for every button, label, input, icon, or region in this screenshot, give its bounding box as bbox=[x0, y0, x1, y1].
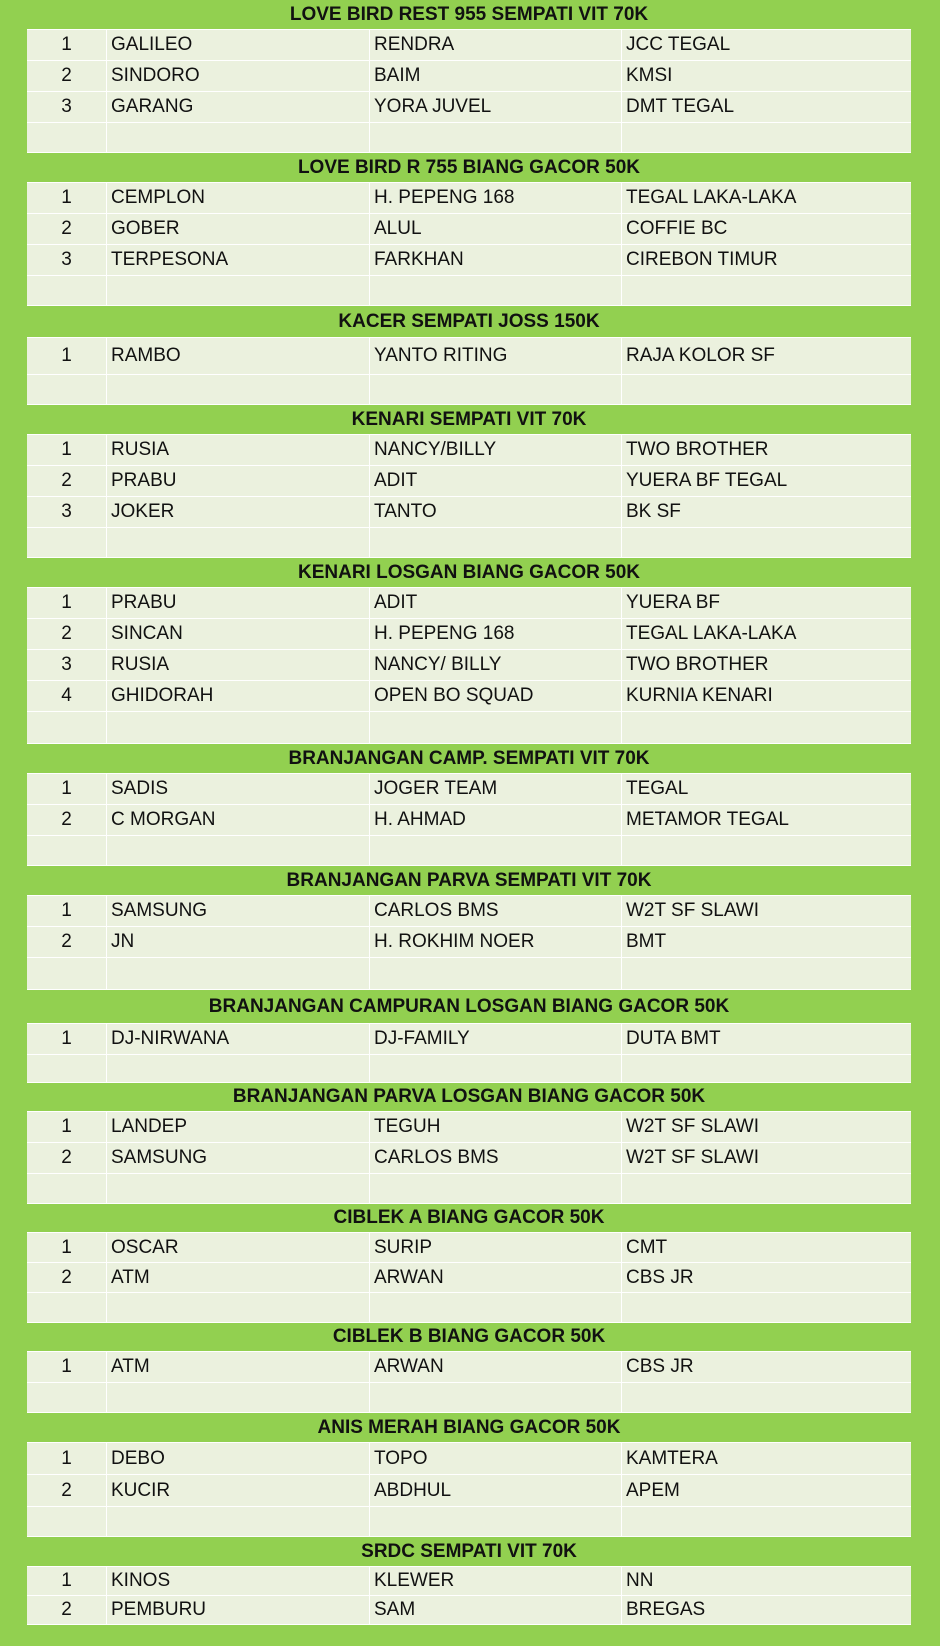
owner-cell: H. PEPENG 168 bbox=[370, 183, 622, 213]
rank-cell: 2 bbox=[27, 927, 107, 957]
table-row bbox=[27, 30, 911, 61]
table-row bbox=[27, 927, 911, 958]
table-row bbox=[27, 1352, 911, 1383]
table-row bbox=[27, 1443, 911, 1475]
owner-cell: TANTO bbox=[370, 497, 622, 527]
owner-cell: ABDHUL bbox=[370, 1475, 622, 1506]
table-row bbox=[27, 1567, 911, 1596]
rank-cell: 1 bbox=[27, 588, 107, 618]
empty-cell bbox=[622, 1174, 911, 1203]
table-row bbox=[27, 1596, 911, 1625]
bird-name-cell: SINCAN bbox=[107, 619, 370, 649]
spacer-row bbox=[27, 1293, 911, 1323]
owner-cell: JOGER TEAM bbox=[370, 774, 622, 804]
section-title: KENARI LOSGAN BIANG GACOR 50K bbox=[27, 558, 911, 588]
spacer-row bbox=[27, 958, 911, 990]
owner-cell: ARWAN bbox=[370, 1263, 622, 1292]
team-cell: YUERA BF bbox=[626, 592, 720, 613]
empty-cell bbox=[107, 836, 370, 865]
empty-cell bbox=[622, 276, 911, 305]
team-cell: KAMTERA bbox=[626, 1447, 718, 1469]
bird-name-cell: CEMPLON bbox=[107, 183, 370, 213]
team-cell: CBS JR bbox=[626, 1356, 694, 1377]
team-cell: APEM bbox=[626, 1479, 680, 1501]
owner-cell: RENDRA bbox=[370, 30, 622, 60]
empty-cell bbox=[370, 123, 622, 152]
team-cell: KMSI bbox=[626, 65, 673, 86]
rank-cell: 1 bbox=[27, 774, 107, 804]
spacer-row bbox=[27, 712, 911, 744]
bird-name-cell: C MORGAN bbox=[107, 805, 370, 835]
section-title: CIBLEK A BIANG GACOR 50K bbox=[27, 1204, 911, 1233]
bird-name-cell: DJ-NIRWANA bbox=[107, 1024, 370, 1054]
team-cell: KURNIA KENARI bbox=[626, 685, 773, 706]
owner-cell: ADIT bbox=[370, 466, 622, 496]
team-cell: JCC TEGAL bbox=[626, 34, 731, 55]
table-row bbox=[27, 497, 911, 528]
bird-name-cell: RAMBO bbox=[107, 338, 370, 374]
table-row bbox=[27, 650, 911, 681]
bird-name-cell: PRABU bbox=[107, 466, 370, 496]
team-cell: W2T SF SLAWI bbox=[626, 1147, 760, 1168]
owner-cell: TOPO bbox=[370, 1443, 622, 1474]
team-cell: RAJA KOLOR SF bbox=[626, 345, 775, 366]
rank-cell: 3 bbox=[27, 650, 107, 680]
table-row bbox=[27, 245, 911, 276]
empty-cell bbox=[370, 1507, 622, 1536]
empty-cell bbox=[370, 1383, 622, 1412]
spacer-row bbox=[27, 276, 911, 306]
table-row bbox=[27, 183, 911, 214]
section-title: BRANJANGAN PARVA LOSGAN BIANG GACOR 50K bbox=[27, 1083, 911, 1112]
rank-cell: 2 bbox=[27, 1596, 107, 1624]
empty-cell bbox=[27, 123, 107, 152]
owner-cell: YANTO RITING bbox=[370, 338, 622, 374]
owner-cell: H. ROKHIM NOER bbox=[370, 927, 622, 957]
table-row bbox=[27, 1263, 911, 1293]
rank-cell: 1 bbox=[27, 1443, 107, 1474]
rank-cell: 4 bbox=[27, 681, 107, 711]
rank-cell: 2 bbox=[27, 1475, 107, 1506]
rank-cell: 2 bbox=[27, 619, 107, 649]
team-cell: CBS JR bbox=[626, 1266, 694, 1288]
empty-cell bbox=[622, 712, 911, 743]
section-title: BRANJANGAN PARVA SEMPATI VIT 70K bbox=[27, 866, 911, 896]
rank-cell: 1 bbox=[27, 1233, 107, 1262]
bird-name-cell: SAMSUNG bbox=[107, 1143, 370, 1173]
table-row bbox=[27, 774, 911, 805]
empty-cell bbox=[370, 1055, 622, 1082]
team-cell: DMT TEGAL bbox=[626, 96, 735, 117]
team-cell: BMT bbox=[626, 931, 667, 952]
owner-cell: YORA JUVEL bbox=[370, 92, 622, 122]
team-cell: BK SF bbox=[626, 501, 681, 522]
team-cell: W2T SF SLAWI bbox=[626, 1116, 760, 1137]
bird-name-cell: LANDEP bbox=[107, 1112, 370, 1142]
owner-cell: DJ-FAMILY bbox=[370, 1024, 622, 1054]
team-cell: TEGAL LAKA-LAKA bbox=[626, 187, 797, 208]
empty-cell bbox=[27, 375, 107, 404]
section-title: SRDC SEMPATI VIT 70K bbox=[27, 1537, 911, 1567]
empty-cell bbox=[27, 836, 107, 865]
empty-cell bbox=[622, 836, 911, 865]
team-cell: W2T SF SLAWI bbox=[626, 900, 760, 921]
rank-cell: 1 bbox=[27, 896, 107, 926]
rank-cell: 1 bbox=[27, 1024, 107, 1054]
empty-cell bbox=[370, 712, 622, 743]
owner-cell: SAM bbox=[370, 1596, 622, 1624]
bird-name-cell: ATM bbox=[107, 1352, 370, 1382]
team-cell: BREGAS bbox=[626, 1599, 706, 1620]
empty-cell bbox=[107, 712, 370, 743]
table-row bbox=[27, 338, 911, 375]
owner-cell: NANCY/BILLY bbox=[370, 435, 622, 465]
rank-cell: 2 bbox=[27, 214, 107, 244]
section-title: BRANJANGAN CAMPURAN LOSGAN BIANG GACOR 50K bbox=[27, 990, 911, 1024]
spacer-row bbox=[27, 1055, 911, 1083]
empty-cell bbox=[370, 836, 622, 865]
empty-cell bbox=[107, 1293, 370, 1322]
owner-cell: H. PEPENG 168 bbox=[370, 619, 622, 649]
bird-name-cell: GALILEO bbox=[107, 30, 370, 60]
owner-cell: ALUL bbox=[370, 214, 622, 244]
empty-cell bbox=[622, 958, 911, 989]
bird-name-cell: KUCIR bbox=[107, 1475, 370, 1506]
empty-cell bbox=[370, 528, 622, 557]
empty-cell bbox=[27, 1055, 107, 1082]
rank-cell: 2 bbox=[27, 1143, 107, 1173]
table-row bbox=[27, 214, 911, 245]
empty-cell bbox=[107, 958, 370, 989]
bird-name-cell: JN bbox=[107, 927, 370, 957]
empty-cell bbox=[622, 123, 911, 152]
rank-cell: 1 bbox=[27, 435, 107, 465]
bird-name-cell: GOBER bbox=[107, 214, 370, 244]
bird-name-cell: DEBO bbox=[107, 1443, 370, 1474]
bird-name-cell: SAMSUNG bbox=[107, 896, 370, 926]
bird-name-cell: OSCAR bbox=[107, 1233, 370, 1262]
rank-cell: 1 bbox=[27, 1567, 107, 1595]
empty-cell bbox=[107, 123, 370, 152]
owner-cell: OPEN BO SQUAD bbox=[370, 681, 622, 711]
spacer-row bbox=[27, 1383, 911, 1413]
empty-cell bbox=[370, 375, 622, 404]
empty-cell bbox=[622, 528, 911, 557]
spacer-row bbox=[27, 1174, 911, 1204]
team-cell: CIREBON TIMUR bbox=[626, 249, 778, 270]
rank-cell: 1 bbox=[27, 338, 107, 374]
empty-cell bbox=[27, 1507, 107, 1536]
owner-cell: KLEWER bbox=[370, 1567, 622, 1595]
empty-cell bbox=[107, 276, 370, 305]
spacer-row bbox=[27, 836, 911, 866]
owner-cell: ARWAN bbox=[370, 1352, 622, 1382]
rank-cell: 2 bbox=[27, 805, 107, 835]
section-title: LOVE BIRD R 755 BIANG GACOR 50K bbox=[27, 153, 911, 183]
empty-cell bbox=[107, 1055, 370, 1082]
section-title: KACER SEMPATI JOSS 150K bbox=[27, 306, 911, 338]
table-row bbox=[27, 1143, 911, 1174]
rank-cell: 1 bbox=[27, 1352, 107, 1382]
results-table bbox=[27, 0, 911, 1625]
team-cell: METAMOR TEGAL bbox=[626, 809, 789, 830]
team-cell: YUERA BF TEGAL bbox=[626, 470, 788, 491]
owner-cell: CARLOS BMS bbox=[370, 896, 622, 926]
spacer-row bbox=[27, 1507, 911, 1537]
team-cell: TEGAL LAKA-LAKA bbox=[626, 623, 797, 644]
owner-cell: BAIM bbox=[370, 61, 622, 91]
rank-cell: 3 bbox=[27, 245, 107, 275]
table-row bbox=[27, 588, 911, 619]
team-cell: TWO BROTHER bbox=[626, 439, 769, 460]
rank-cell: 3 bbox=[27, 92, 107, 122]
section-title: KENARI SEMPATI VIT 70K bbox=[27, 405, 911, 435]
section-title: ANIS MERAH BIANG GACOR 50K bbox=[27, 1413, 911, 1443]
rank-cell: 1 bbox=[27, 1112, 107, 1142]
table-row bbox=[27, 681, 911, 712]
table-row bbox=[27, 92, 911, 123]
team-cell: TEGAL bbox=[626, 778, 689, 799]
team-cell: CMT bbox=[626, 1236, 668, 1258]
bird-name-cell: PRABU bbox=[107, 588, 370, 618]
table-row bbox=[27, 805, 911, 836]
owner-cell: SURIP bbox=[370, 1233, 622, 1262]
table-row bbox=[27, 1233, 911, 1263]
bird-name-cell: JOKER bbox=[107, 497, 370, 527]
bird-name-cell: KINOS bbox=[107, 1567, 370, 1595]
rank-cell: 1 bbox=[27, 30, 107, 60]
rank-cell: 2 bbox=[27, 466, 107, 496]
bird-name-cell: PEMBURU bbox=[107, 1596, 370, 1624]
team-cell: COFFIE BC bbox=[626, 218, 728, 239]
section-title: CIBLEK B BIANG GACOR 50K bbox=[27, 1323, 911, 1352]
bird-name-cell: GHIDORAH bbox=[107, 681, 370, 711]
bird-name-cell: RUSIA bbox=[107, 650, 370, 680]
bird-name-cell: SINDORO bbox=[107, 61, 370, 91]
empty-cell bbox=[622, 375, 911, 404]
owner-cell: TEGUH bbox=[370, 1112, 622, 1142]
table-row bbox=[27, 896, 911, 927]
bird-name-cell: SADIS bbox=[107, 774, 370, 804]
empty-cell bbox=[107, 1507, 370, 1536]
table-row bbox=[27, 619, 911, 650]
owner-cell: ADIT bbox=[370, 588, 622, 618]
empty-cell bbox=[622, 1507, 911, 1536]
owner-cell: NANCY/ BILLY bbox=[370, 650, 622, 680]
empty-cell bbox=[107, 1174, 370, 1203]
rank-cell: 2 bbox=[27, 1263, 107, 1292]
empty-cell bbox=[107, 528, 370, 557]
table-row bbox=[27, 466, 911, 497]
table-row bbox=[27, 61, 911, 92]
team-cell: TWO BROTHER bbox=[626, 654, 769, 675]
empty-cell bbox=[27, 528, 107, 557]
empty-cell bbox=[27, 958, 107, 989]
section-title: BRANJANGAN CAMP. SEMPATI VIT 70K bbox=[27, 744, 911, 774]
rank-cell: 3 bbox=[27, 497, 107, 527]
empty-cell bbox=[27, 276, 107, 305]
table-row bbox=[27, 435, 911, 466]
bird-name-cell: ATM bbox=[107, 1263, 370, 1292]
team-cell: NN bbox=[626, 1570, 654, 1591]
table-row bbox=[27, 1024, 911, 1055]
empty-cell bbox=[370, 958, 622, 989]
team-cell: DUTA BMT bbox=[626, 1028, 721, 1049]
empty-cell bbox=[370, 1174, 622, 1203]
rank-cell: 1 bbox=[27, 183, 107, 213]
owner-cell: CARLOS BMS bbox=[370, 1143, 622, 1173]
empty-cell bbox=[622, 1293, 911, 1322]
empty-cell bbox=[107, 1383, 370, 1412]
bird-name-cell: TERPESONA bbox=[107, 245, 370, 275]
empty-cell bbox=[27, 1293, 107, 1322]
empty-cell bbox=[622, 1383, 911, 1412]
owner-cell: H. AHMAD bbox=[370, 805, 622, 835]
empty-cell bbox=[370, 1293, 622, 1322]
empty-cell bbox=[107, 375, 370, 404]
spacer-row bbox=[27, 375, 911, 405]
empty-cell bbox=[27, 712, 107, 743]
bird-name-cell: GARANG bbox=[107, 92, 370, 122]
rank-cell: 2 bbox=[27, 61, 107, 91]
owner-cell: FARKHAN bbox=[370, 245, 622, 275]
section-title: LOVE BIRD REST 955 SEMPATI VIT 70K bbox=[27, 0, 911, 30]
empty-cell bbox=[622, 1055, 911, 1082]
empty-cell bbox=[370, 276, 622, 305]
table-row bbox=[27, 1112, 911, 1143]
bird-name-cell: RUSIA bbox=[107, 435, 370, 465]
table-row bbox=[27, 1475, 911, 1507]
empty-cell bbox=[27, 1383, 107, 1412]
spacer-row bbox=[27, 528, 911, 558]
empty-cell bbox=[27, 1174, 107, 1203]
spacer-row bbox=[27, 123, 911, 153]
